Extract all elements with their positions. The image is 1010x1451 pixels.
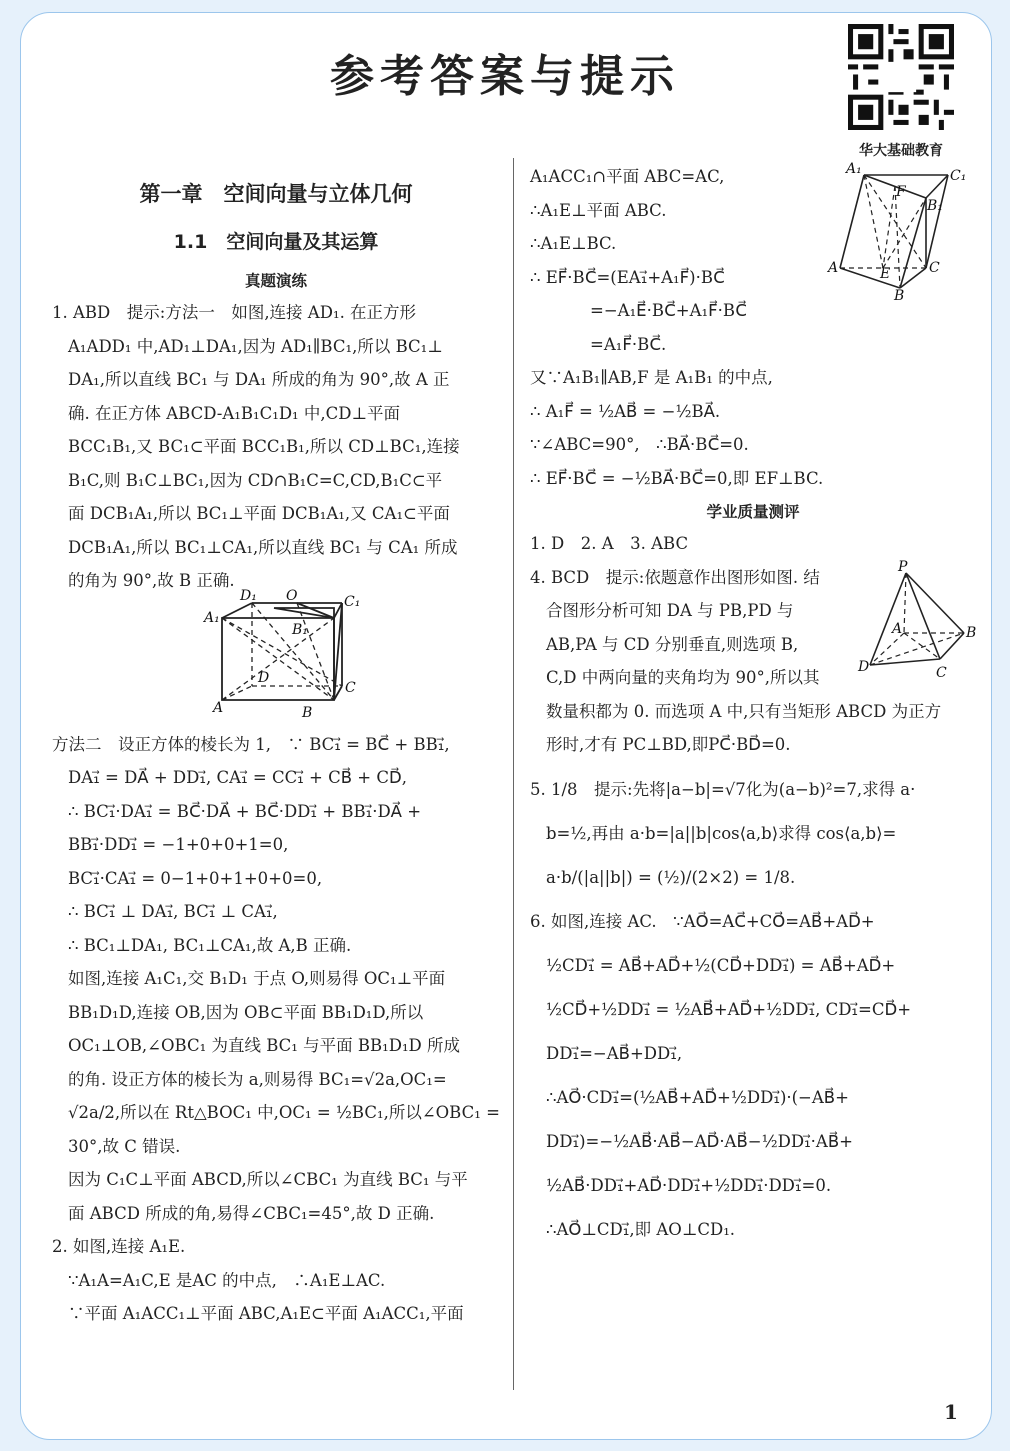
pyramid-diagram (858, 558, 978, 681)
answer-block-5 (530, 768, 976, 1252)
pyramid-label-P: P (898, 558, 908, 575)
cube-label-D1: D₁ (240, 587, 257, 604)
text-line: 面 DCB₁A₁,所以 BC₁⊥平面 DCB₁A₁,又 CA₁⊂平面 (68, 504, 450, 523)
text-line: ∴AO⃗⊥CD₁⃗,即 AO⊥CD₁. (546, 1219, 736, 1239)
text-line: ∴ EF⃗·BC⃗ = −½BA⃗·BC⃗=0,即 EF⊥BC. (530, 468, 824, 488)
text-line: ½CD₁⃗ = AB⃗+AD⃗+½(CD⃗+DD₁⃗) = AB⃗+AD⃗+ (546, 955, 896, 975)
text-line: 方法二 设正方体的棱长为 1, ∵ BC₁⃗ = BC⃗ + BB₁⃗, (52, 734, 450, 754)
text-line: √2a/2,所以在 Rt△BOC₁ 中,OC₁ = ½BC₁,所以∠OBC₁ = (68, 1103, 500, 1122)
cube-label-C: C (345, 679, 356, 696)
section-heading: 1.1 空间向量及其运算 (173, 231, 379, 253)
prism-label-F: F (896, 184, 906, 200)
text-line: 2. 如图,连接 A₁E. (52, 1237, 186, 1256)
subsection-heading-2: 学业质量测评 (706, 503, 800, 521)
text-line: BC₁⃗·CA₁⃗ = 0−1+0+1+0+0=0, (68, 868, 323, 888)
qr-caption: 华大基础教育 (859, 143, 943, 159)
prism-diagram (828, 160, 968, 304)
subsection-heading: 真题演练 (244, 272, 307, 290)
text-line: 1. ABD 提示:方法一 如图,连接 AD₁. 在正方形 (52, 303, 417, 322)
text-line: ∴A₁E⊥BC. (530, 234, 617, 253)
text-line: ∵A₁A=A₁C,E 是AC 的中点, ∴A₁E⊥AC. (68, 1270, 386, 1290)
text-line: 形时,才有 PC⊥BD,即PC⃗·BD⃗=0. (546, 735, 791, 754)
cube-label-B: B (302, 704, 313, 721)
text-line: ∴ EF⃗·BC⃗=(EA₁⃗+A₁F⃗)·BC⃗ (530, 267, 725, 287)
prism-label-B1: B₁ (927, 198, 943, 214)
text-line: 5. 1/8 提示:先将|a−b|=√7化为(a−b)²=7,求得 a· (530, 779, 916, 799)
text-line: A₁ADD₁ 中,AD₁⊥DA₁,因为 AD₁∥BC₁,所以 BC₁⊥ (68, 336, 443, 356)
text-line: ∴A₁E⊥平面 ABC. (530, 200, 667, 220)
pyramid-label-A: A (892, 620, 903, 637)
text-line: 合图形分析可知 DA 与 PB,PD 与 (546, 601, 794, 620)
text-line: DD₁⃗)=−½AB⃗·AB⃗−AD⃗·AB⃗−½DD₁⃗·AB⃗+ (546, 1131, 853, 1151)
column-divider (513, 158, 514, 1390)
chapter-heading: 第一章 空间向量与立体几何 (139, 182, 413, 206)
page-title: 参考答案与提示 (330, 51, 680, 102)
text-line: AB,PA 与 CD 分别垂直,则选项 B, (546, 634, 799, 654)
text-line: 如图,连接 A₁C₁,交 B₁D₁ 于点 O,则易得 OC₁⊥平面 (68, 969, 446, 988)
text-line: C,D 中两向量的夹角均为 90°,所以其 (546, 668, 820, 687)
prism-label-E: E (880, 266, 891, 282)
text-line: BCC₁B₁,又 BC₁⊂平面 BCC₁B₁,所以 CD⊥BC₁,连接 (68, 437, 460, 456)
cube-diagram (52, 587, 500, 728)
prism-label-C: C (929, 260, 940, 276)
cube-label-C1: C₁ (344, 593, 361, 610)
prism-label-A: A (828, 260, 839, 276)
text-line: ∴ A₁F⃗ = ½AB⃗ = −½BA⃗. (530, 401, 721, 421)
answer-block-2 (52, 728, 500, 1331)
page-number: 1 (944, 1400, 958, 1424)
cube-label-A1: A₁ (204, 609, 220, 626)
cube-label-D: D (258, 669, 270, 686)
text-line: 30°,故 C 错误. (68, 1136, 181, 1156)
text-line: 确. 在正方体 ABCD-A₁B₁C₁D₁ 中,CD⊥平面 (68, 403, 401, 423)
text-line: A₁ACC₁∩平面 ABC=AC, (530, 167, 725, 186)
qr-code (848, 24, 954, 130)
text-line: OC₁⊥OB,∠OBC₁ 为直线 BC₁ 与平面 BB₁D₁D 所成 (68, 1036, 461, 1055)
text-line: 的角. 设正方体的棱长为 a,则易得 BC₁=√2a,OC₁= (68, 1069, 447, 1089)
text-line: ∴ BC₁⃗ ⊥ DA₁⃗, BC₁⃗ ⊥ CA₁⃗, (68, 902, 278, 921)
prism-label-A1: A₁ (846, 161, 862, 177)
text-line: a·b/(|a||b|) = (½)/(2×2) = 1/8. (546, 867, 796, 887)
cube-label-B1: B₁ (292, 621, 308, 638)
text-line: ∴AO⃗·CD₁⃗=(½AB⃗+AD⃗+½DD₁⃗)·(−AB⃗+ (546, 1087, 849, 1107)
text-line: BB₁D₁D,连接 OB,因为 OB⊂平面 BB₁D₁D,所以 (68, 1002, 424, 1022)
prism-label-C1: C₁ (950, 168, 967, 184)
text-line: ∵∠ABC=90°, ∴BA⃗·BC⃗=0. (530, 435, 749, 454)
text-line: 6. 如图,连接 AC. ∵AO⃗=AC⃗+CO⃗=AB⃗+AD⃗+ (530, 911, 875, 931)
text-line: 面 ABCD 所成的角,易得∠CBC₁=45°,故 D 正确. (68, 1203, 435, 1223)
text-line: ½CD⃗+½DD₁⃗ = ½AB⃗+AD⃗+½DD₁⃗, CD₁⃗=CD⃗+ (546, 999, 912, 1019)
text-line: ∴ BC₁⊥DA₁, BC₁⊥CA₁,故 A,B 正确. (68, 935, 352, 955)
text-line: 4. BCD 提示:依题意作出图形如图. 结 (530, 567, 820, 587)
text-line: DA₁,所以直线 BC₁ 与 DA₁ 所成的角为 90°,故 A 正 (68, 370, 450, 389)
text-line: 因为 C₁C⊥平面 ABCD,所以∠CBC₁ 为直线 BC₁ 与平 (68, 1170, 468, 1189)
text-line: DA₁⃗ = DA⃗ + DD₁⃗, CA₁⃗ = CC₁⃗ + CB⃗ + CD⃗, (68, 768, 407, 787)
text-line: DD₁⃗=−AB⃗+DD₁⃗, (546, 1043, 683, 1063)
text-line: b=½,再由 a·b=|a||b|cos⟨a,b⟩求得 cos⟨a,b⟩= (546, 823, 897, 843)
text-line: BB₁⃗·DD₁⃗ = −1+0+0+1=0, (68, 835, 289, 854)
pyramid-label-C: C (936, 664, 947, 681)
right-column (530, 160, 976, 1252)
text-line: ½AB⃗·DD₁⃗+AD⃗·DD₁⃗+½DD₁⃗·DD₁⃗=0. (546, 1175, 832, 1195)
cube-label-A: A (213, 699, 224, 716)
text-line: =−A₁E⃗·BC⃗+A₁F⃗·BC⃗ (590, 301, 747, 320)
prism-label-B: B (894, 288, 905, 304)
cube-label-O: O (286, 587, 298, 604)
cube-figure (52, 587, 500, 728)
text-line: =A₁F⃗·BC⃗. (590, 334, 667, 354)
left-column (52, 170, 500, 1331)
text-line: B₁C,则 B₁C⊥BC₁,因为 CD∩B₁C=C,CD,B₁C⊂平 (68, 470, 443, 490)
pyramid-label-D: D (858, 658, 870, 675)
text-line: 的角为 90°,故 B 正确. (68, 571, 235, 590)
text-line: 数量积都为 0. 而选项 A 中,只有当矩形 ABCD 为正方 (546, 701, 942, 721)
text-line: ∵平面 A₁ACC₁⊥平面 ABC,A₁E⊂平面 A₁ACC₁,平面 (68, 1304, 464, 1323)
pyramid-label-B: B (966, 624, 977, 641)
answer-block-1 (52, 296, 500, 598)
text-line: DCB₁A₁,所以 BC₁⊥CA₁,所以直线 BC₁ 与 CA₁ 所成 (68, 537, 458, 557)
text-line: ∴ BC₁⃗·DA₁⃗ = BC⃗·DA⃗ + BC⃗·DD₁⃗ + BB₁⃗·DA⃗ + (68, 801, 422, 821)
answers-1-3: 1. D 2. A 3. ABC (530, 534, 689, 553)
text-line: 又∵A₁B₁∥AB,F 是 A₁B₁ 的中点, (530, 368, 773, 387)
